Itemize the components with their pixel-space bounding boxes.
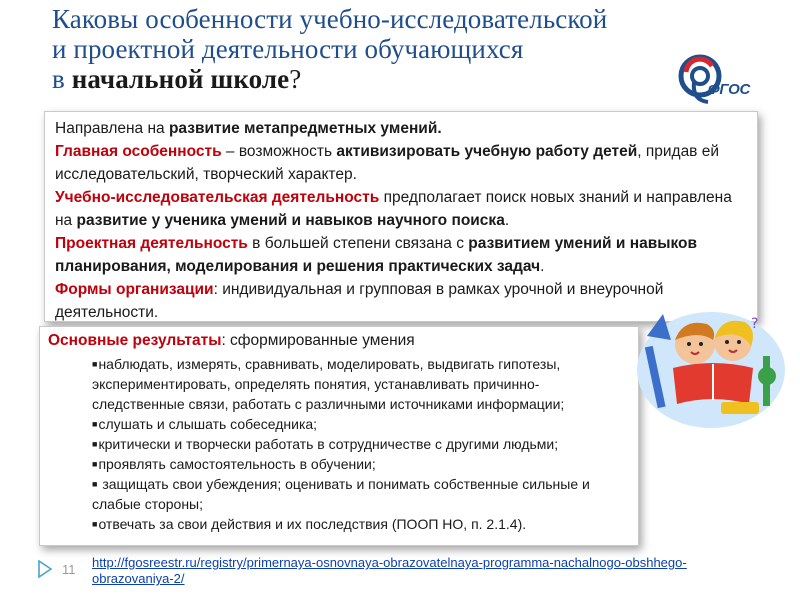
list-item	[92, 454, 630, 474]
p2-bold: активизировать учебную работу детей	[336, 143, 638, 160]
results-list	[48, 354, 630, 534]
page-number: 11	[62, 562, 76, 577]
p2-heading: Главная особенность	[55, 143, 222, 160]
bullet-icon: ■	[92, 359, 98, 369]
results-heading-suffix: : сформированные умения	[221, 332, 415, 349]
p4-bold: развитием умений и навыков планирования, моделирования и решения практических задач	[55, 235, 698, 275]
list-item	[92, 414, 630, 434]
p1-prefix: Направлена на	[55, 120, 169, 137]
p2-suffix: , придав ей исследовательский, творческий характер.	[55, 143, 720, 183]
paragraph-direction	[55, 117, 747, 140]
list-item	[92, 354, 630, 414]
p3-bold: развитие у ученика умений и навыков научного поиска	[76, 212, 505, 229]
p5-heading: Формы организации	[55, 281, 214, 298]
p5-suffix: : индивидуальная и групповая в рамках урочной и внеурочной деятельности.	[55, 281, 664, 321]
svg-text:?: ?	[751, 316, 759, 332]
title-line-3-prefix: в	[52, 64, 72, 94]
list-item-text: защищать свои убеждения; оценивать и понимать собственные сильные и слабые стороны;	[92, 476, 590, 512]
list-item-text: слушать и слышать собеседника;	[98, 416, 318, 432]
title-line-2: и проектной деятельности обучающихся	[52, 34, 524, 64]
title-line-1: Каковы особенности учебно-исследовательской	[52, 4, 608, 34]
bullet-icon: ■	[92, 419, 98, 429]
bullet-icon: ■	[92, 519, 98, 529]
p3-mid: предполагает поиск новых знаний и направлена на	[55, 189, 732, 229]
children-reading-illustration	[633, 306, 788, 430]
list-item-text: проявлять самостоятельность в обучении;	[98, 456, 376, 472]
results-box	[39, 326, 639, 546]
list-item-text: критически и творчески работать в сотрудничестве с другими людьми;	[98, 436, 559, 452]
p4-mid: в большей степени связана с	[247, 235, 469, 252]
source-link[interactable]: http://fgosreestr.ru/registry/primernaya-osnovnaya-obrazovatelnaya-programma-nachalnogo-obshhego-obrazovaniya-2/	[92, 555, 687, 586]
logo-text: ФГОС	[708, 81, 751, 98]
list-item	[92, 434, 630, 454]
description-box	[44, 111, 758, 322]
p1-bold: развитие метапредметных умений.	[168, 120, 442, 137]
p3-suffix: .	[504, 212, 510, 229]
paragraph-project-activity	[55, 232, 747, 278]
arrow-right-icon	[38, 560, 52, 578]
slide-title	[52, 4, 712, 94]
children-reading-icon	[633, 306, 788, 430]
bullet-icon: ■	[92, 459, 98, 469]
list-item-text: наблюдать, измерять, сравнивать, моделировать, выдвигать гипотезы, экспериментировать, определять понятия, устанавливать причинно-следственные связи, работать с различными источниками информации;	[92, 356, 565, 412]
p2-mid: – возможность	[221, 143, 337, 160]
list-item	[92, 514, 630, 534]
title-suffix: ?	[289, 64, 302, 94]
p4-heading: Проектная деятельность	[55, 235, 248, 252]
results-heading	[48, 331, 630, 351]
results-heading-red: Основные результаты	[48, 332, 222, 349]
p3-heading: Учебно-исследовательская деятельность	[55, 189, 380, 206]
title-line-3	[52, 64, 712, 94]
source-link-container	[92, 555, 752, 587]
p4-suffix: .	[540, 258, 545, 275]
paragraph-research-activity	[55, 186, 747, 232]
list-item-text: отвечать за свои действия и их последствия (ПООП НО, п. 2.1.4).	[98, 516, 527, 532]
bullet-icon: ■	[92, 439, 98, 449]
title-emphasis: начальной школе	[71, 64, 290, 94]
fgos-logo	[672, 52, 768, 112]
bullet-icon: ■	[92, 479, 98, 489]
list-item	[92, 474, 630, 514]
paragraph-main-feature	[55, 140, 747, 186]
